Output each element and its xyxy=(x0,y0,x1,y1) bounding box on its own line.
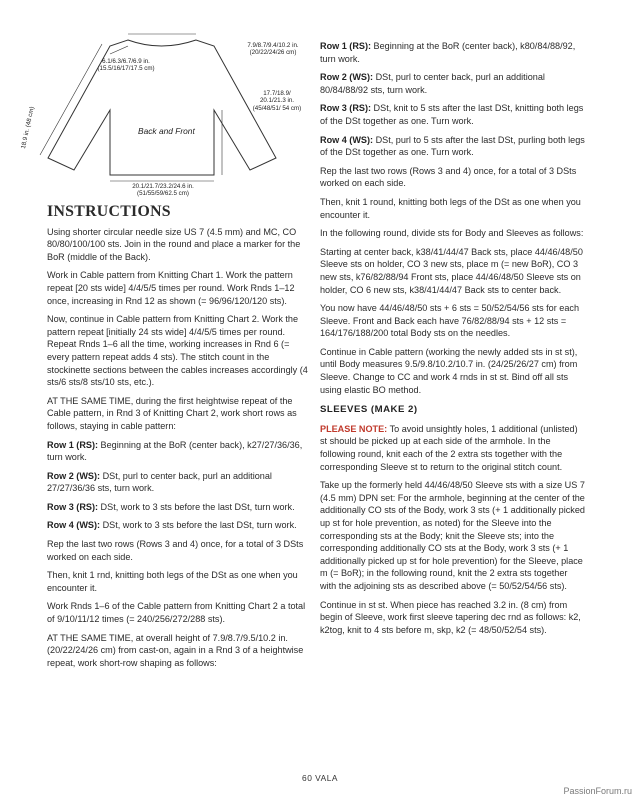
paragraph-stitch-count: You now have 44/46/48/50 sts + 6 sts = 50/52/54/56 sts for each Sleeve. Front and Back each have 76/82/88/94 sts + 12 sts = 164/176/188/200 total Body sts on the needles. xyxy=(320,303,580,339)
label-bottom-width: 20.1/21.7/23.2/24.6 in. (51/55/59/62.5 cm) xyxy=(132,183,194,198)
row-1-text-2: Beginning at the BoR (center back), k80/84/88/92, turn work. xyxy=(320,41,576,64)
row-3-label-2: Row 3 (RS): xyxy=(320,103,372,114)
paragraph-second-short-rows: AT THE SAME TIME, at overall height of 7.9/8.7/9.5/10.2 in. (20/22/24/26 cm) from cast-on, again in a Rnd 3 of a heightwise repeat, work short-row shaping as follows: xyxy=(47,632,304,668)
paragraph-sleeve-taper: Continue in st st. When piece has reached 3.2 in. (8 cm) from begin of Sleeve, work first sleeve tapering dec rnd as follows: k2, k2tog, knit to 4 sts before m, skp, k2 (= 48/50/52/54 sts). xyxy=(320,599,581,635)
paragraph-cable-repeat: Work Rnds 1–6 of the Cable pattern from Knitting Chart 2 a total of 9/10/11/12 times (= 240/256/272/288 sts). xyxy=(47,601,306,625)
paragraph-knit-round-2: Then, knit 1 round, knitting both legs of the DSt as one when you encounter it. xyxy=(320,196,581,220)
row-4-label: Row 4 (WS): xyxy=(47,520,101,531)
note-text: To avoid unsightly holes, 1 additional (unlisted) st should be picked up at each side of the armhole. In the following round, knit each of the 2 extra sts together with the corresponding Sleeve st to return to the original stitch count. xyxy=(320,423,578,472)
paragraph-divide-intro: In the following round, divide sts for Body and Sleeves as follows: xyxy=(320,228,584,239)
schematic-diagram xyxy=(18,30,308,200)
row-3-text-2: DSt, knit to 5 sts after the last DSt, knitting both legs of the DSt together as one. Turn work. xyxy=(320,103,584,126)
paragraph-body-finish: Continue in Cable pattern (working the newly added sts in st st), until Body measures 9.5/9.8/10.2/10.7 in. (24/25/26/27 cm) from Sleeve. Change to CC and work 4 rnds in st st. Bind off all sts using elastic BO method. xyxy=(320,346,578,395)
dim-shoulder xyxy=(110,46,128,54)
right-column xyxy=(320,40,586,642)
please-note xyxy=(320,423,586,473)
label-back-and-front: Back and Front xyxy=(138,126,195,136)
page-footer: 60 VALA xyxy=(302,773,338,783)
row-2-label: Row 2 (WS): xyxy=(47,470,101,481)
row-2-instruction-2 xyxy=(320,71,586,96)
label-shoulder: 6.1/6.3/6.7/6.9 in. (15.5/16/17/17.5 cm) xyxy=(97,58,155,73)
left-column xyxy=(47,203,309,675)
paragraph-chart-2: Now, continue in Cable pattern from Knitting Chart 2. Work the pattern repeat [initially 24 sts wide] 4/4/5/5 times per round. Repeat Rnds 1–6 all the time, working increases in Rnd 6 (= every pattern repeat adds 4 sts). The stitch count in the stockinette sections between the cables increases accordingly (4 sts/6 sts/8 sts/10 sts, etc.). xyxy=(47,314,308,388)
note-label: PLEASE NOTE: xyxy=(320,423,388,434)
row-2-text: DSt, purl to center back, purl an additional 27/27/36/36 sts, turn work. xyxy=(47,470,272,494)
row-4-instruction-2 xyxy=(320,134,586,159)
row-3-label: Row 3 (RS): xyxy=(47,501,99,512)
sleeves-heading: SLEEVES (MAKE 2) xyxy=(320,404,418,416)
instructions-heading: INSTRUCTIONS xyxy=(47,203,171,220)
row-1-instruction xyxy=(47,439,309,464)
paragraph-knit-round: Then, knit 1 rnd, knitting both legs of the DSt as one when you encounter it. xyxy=(47,570,298,593)
row-1-instruction-2 xyxy=(320,40,586,65)
row-2-instruction xyxy=(47,470,309,495)
row-4-text-2: DSt, purl to 5 sts after the last DSt, purling both legs of the DSt together as one. Turn work. xyxy=(320,134,585,158)
row-1-label: Row 1 (RS): xyxy=(47,439,99,450)
label-body-height: 17.7/18.9/ 20.1/21.3 in. (45/48/51/ 54 cm) xyxy=(252,90,302,112)
row-4-label-2: Row 4 (WS): xyxy=(320,134,374,145)
paragraph-sleeve-pickup: Take up the formerly held 44/46/48/50 Sleeve sts with a size US 7 (4.5 mm) DPN set: For the armhole, beginning at the center of the additionally CO sts of the Body, work 3 sts (+ 1 additionally picked up st for hole prevention, as noted) for the Sleeve into the corresponding sts at the Body; knit the Sleeve sts; into the corresponding additionally CO sts at the Body, work 3 sts (+ 1 additionally picked up st for hole prevention) for the Sleeve, place m (= BoR); in the following round, knit the 2 extra sts together with the adjoining sts as described above (= 50/52/54/56 sts). xyxy=(320,480,585,591)
label-neck-width: 7.9/8.7/9.4/10.2 in. (20/22/24/26 cm) xyxy=(247,42,299,57)
paragraph-divide-steps: Starting at center back, k38/41/44/47 Back sts, place 44/46/48/50 Sleeve sts on holder, CO 3 new sts, place m (= new BoR), CO 3 new sts, k76/82/88/94 Front sts, place 44/46/48/50 Sleeve sts on holder, CO 6 new sts, k38/41/44/47 Back sts to center back. xyxy=(320,246,583,295)
paragraph-repeat: Rep the last two rows (Rows 3 and 4) once, for a total of 3 DSts worked on each side. xyxy=(47,539,304,562)
row-1-label-2: Row 1 (RS): xyxy=(320,41,372,51)
row-4-instruction xyxy=(47,519,309,532)
row-1-text: Beginning at the BoR (center back), k27/27/36/36, turn work. xyxy=(47,439,303,463)
paragraph-cast-on: Using shorter circular needle size US 7 (4.5 mm) and MC, CO 80/80/100/100 sts. Join in the round and place a marker for the BoR (middle of the Back). xyxy=(47,226,301,262)
paragraph-repeat-2: Rep the last two rows (Rows 3 and 4) once, for a total of 3 DSts worked on each side. xyxy=(320,165,577,189)
site-watermark: PassionForum.ru xyxy=(563,786,632,796)
row-2-label-2: Row 2 (WS): xyxy=(320,72,374,83)
paragraph-short-rows-intro: AT THE SAME TIME, during the first heightwise repeat of the Cable pattern, in Rnd 3 of Knitting Chart 2, work short rows as follows, staying in cable pattern: xyxy=(47,395,297,431)
label-sleeve-length: 18.9 in. (48 cm) xyxy=(20,105,36,150)
row-3-instruction-2 xyxy=(320,102,586,127)
row-3-text: DSt, work to 3 sts before the last DSt, turn work. xyxy=(98,501,295,512)
row-4-text: DSt, work to 3 sts before the last DSt, turn work. xyxy=(100,520,297,531)
row-3-instruction xyxy=(47,501,309,514)
row-2-text-2: DSt, purl to center back, purl an additional 80/84/88/92 sts, turn work. xyxy=(320,72,545,95)
paragraph-chart-1: Work in Cable pattern from Knitting Chart 1. Work the pattern repeat [20 sts wide] 4/4/5/5 times per round. Work Rnds 1–12 once, increasing in Rnd 12 as shown (= 96/96/120/120 sts). xyxy=(47,270,295,306)
